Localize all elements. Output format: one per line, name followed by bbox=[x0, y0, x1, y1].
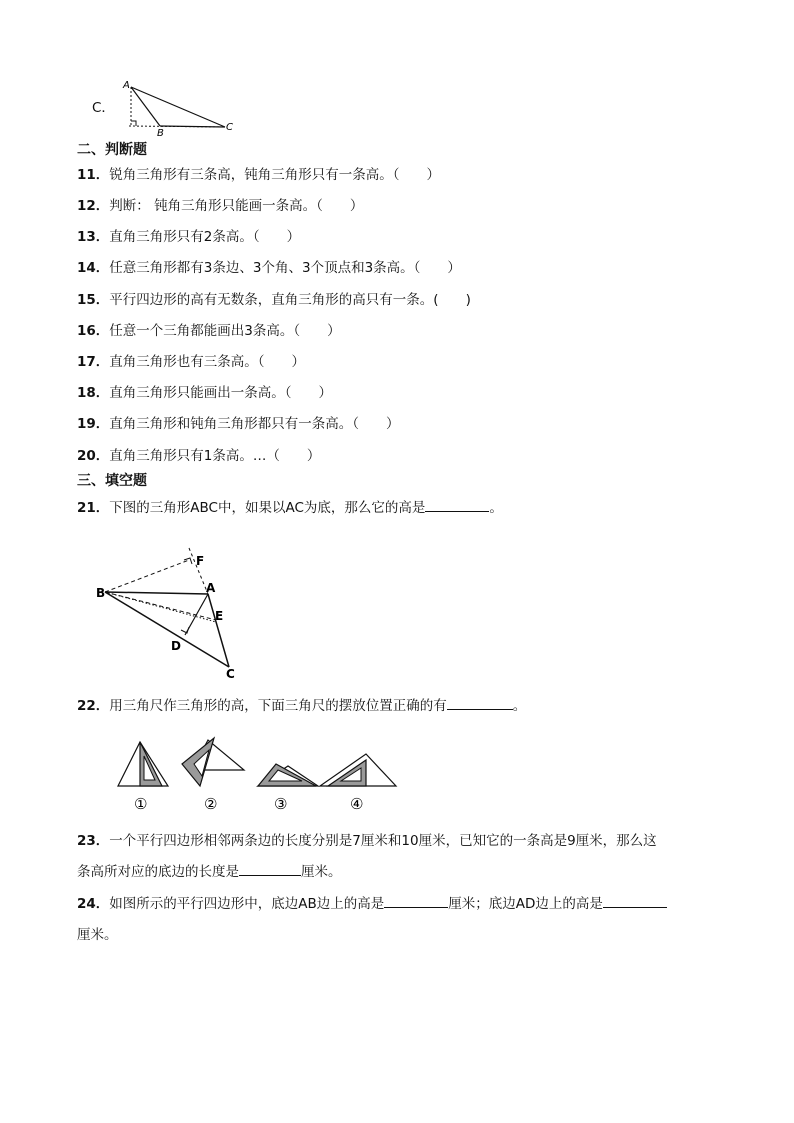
question-number: 18． bbox=[77, 385, 110, 401]
label-d: D bbox=[171, 639, 181, 653]
question-text: 直角三角形和钝角三角形都只有一条高。（ ） bbox=[109, 416, 400, 432]
option-label-1: ① bbox=[134, 795, 148, 813]
question-text: 锐角三角形有三条高，钝角三角形只有一条高。（ ） bbox=[109, 167, 441, 183]
question-text: 厘米。 bbox=[301, 864, 342, 880]
question-number: 16． bbox=[77, 323, 110, 339]
option-label-2: ② bbox=[204, 795, 218, 813]
question-text: 直角三角形只有1条高。…（ ） bbox=[109, 448, 321, 464]
question-text: 判断： 钝角三角形只能画一条高。（ ） bbox=[109, 198, 364, 214]
option-label-3: ③ bbox=[274, 795, 288, 813]
question-24-line2 bbox=[77, 925, 118, 945]
question-number: 13． bbox=[77, 229, 110, 245]
question-12 bbox=[77, 196, 363, 216]
question-24 bbox=[77, 893, 667, 914]
answer-blank[interactable] bbox=[239, 861, 301, 876]
vertex-b-label: B bbox=[157, 128, 164, 138]
answer-blank[interactable] bbox=[384, 893, 448, 908]
question-17 bbox=[77, 352, 305, 372]
question-number: 22． bbox=[77, 698, 110, 714]
question-23 bbox=[77, 831, 657, 851]
question-text: 一个平行四边形相邻两条边的长度分别是7厘米和10厘米，已知它的一条高是9厘米，那么这 bbox=[109, 833, 657, 849]
question-number: 23． bbox=[77, 833, 110, 849]
question-number: 14． bbox=[77, 260, 110, 276]
question-text: 直角三角形只能画出一条高。（ ） bbox=[109, 385, 333, 401]
question-19 bbox=[77, 414, 400, 434]
question-end: 。 bbox=[512, 698, 527, 714]
question-text: 如图所示的平行四边形中，底边AB边上的高是 bbox=[109, 896, 385, 912]
question-23-line2 bbox=[77, 861, 342, 882]
question-number: 17． bbox=[77, 354, 110, 370]
section-judgment-title: 二、判断题 bbox=[77, 142, 147, 158]
question-text: 下图的三角形ABC中，如果以AC为底，那么它的高是 bbox=[109, 500, 426, 516]
question-number: 11． bbox=[77, 167, 110, 183]
label-b: B bbox=[96, 586, 106, 600]
question-text: 用三角尺作三角形的高，下面三角尺的摆放位置正确的有 bbox=[109, 698, 447, 714]
option-c-diagram bbox=[115, 78, 245, 138]
question-14 bbox=[77, 258, 461, 278]
question-number: 12． bbox=[77, 198, 110, 214]
question-text: 平行四边形的高有无数条，直角三角形的高只有一条。( ) bbox=[109, 292, 471, 308]
option-c-label: C． bbox=[92, 100, 115, 116]
question-13 bbox=[77, 227, 300, 247]
set-square-options bbox=[110, 730, 410, 820]
question-number: 19． bbox=[77, 416, 110, 432]
question-15 bbox=[77, 290, 471, 310]
answer-blank[interactable] bbox=[447, 695, 513, 710]
question-text: 任意三角形都有3条边、3个角、3个顶点和3条高。（ ） bbox=[109, 260, 461, 276]
question-number: 20． bbox=[77, 448, 110, 464]
question-end: 。 bbox=[489, 500, 503, 516]
answer-blank[interactable] bbox=[425, 497, 489, 512]
question-16 bbox=[77, 321, 341, 341]
question-11 bbox=[77, 165, 440, 185]
question-number: 21． bbox=[77, 500, 110, 516]
question-text: 直角三角形只有2条高。（ ） bbox=[109, 229, 301, 245]
triangle-abc-diagram bbox=[90, 540, 250, 680]
question-text: 直角三角形也有三条高。（ ） bbox=[109, 354, 306, 370]
question-18 bbox=[77, 383, 332, 403]
question-22 bbox=[77, 695, 526, 716]
label-a: A bbox=[206, 581, 216, 595]
label-e: E bbox=[215, 609, 224, 623]
section-fill-title: 三、填空题 bbox=[77, 473, 147, 489]
question-text: 厘米。 bbox=[77, 927, 118, 943]
label-c: C bbox=[226, 667, 235, 680]
question-text: 条高所对应的底边的长度是 bbox=[77, 864, 239, 880]
question-21 bbox=[77, 497, 503, 518]
question-number: 24． bbox=[77, 896, 110, 912]
question-text: 厘米；底边AD边上的高是 bbox=[448, 896, 603, 912]
option-label-4: ④ bbox=[350, 795, 364, 813]
question-number: 15． bbox=[77, 292, 110, 308]
vertex-a-label: A bbox=[123, 80, 130, 91]
answer-blank[interactable] bbox=[603, 893, 667, 908]
question-text: 任意一个三角都能画出3条高。（ ） bbox=[109, 323, 341, 339]
label-f: F bbox=[196, 554, 205, 568]
question-20 bbox=[77, 446, 320, 466]
vertex-c-label: C bbox=[226, 122, 233, 133]
